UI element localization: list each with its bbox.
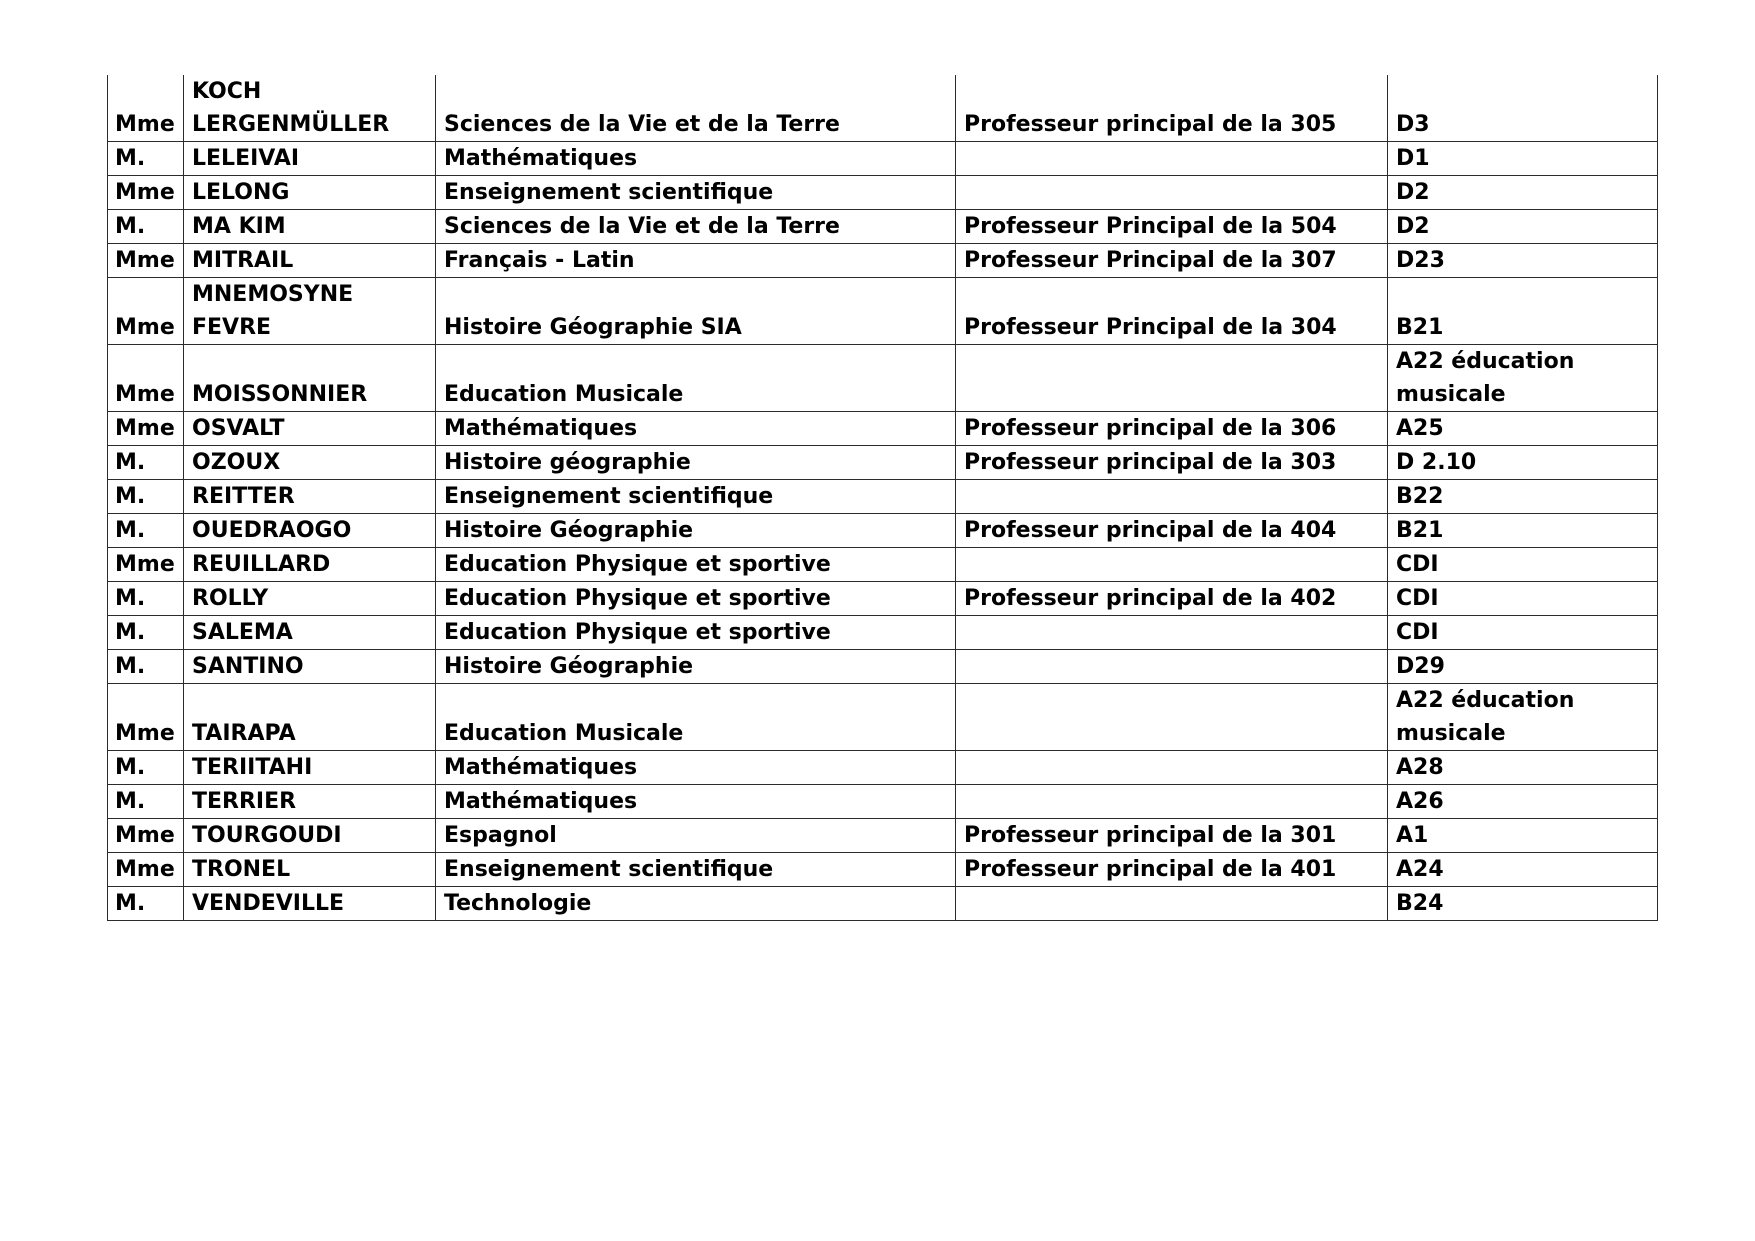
room-cell-line: D2 xyxy=(1396,180,1430,205)
table-row xyxy=(108,548,1658,582)
room-cell xyxy=(1388,176,1658,210)
role-cell: Professeur principal de la 305 xyxy=(956,75,1388,142)
teacher-name-cell-line: REITTER xyxy=(192,484,295,509)
subject-cell: Histoire Géographie xyxy=(436,514,956,548)
room-cell-line: CDI xyxy=(1396,620,1439,645)
room-cell-line: B22 xyxy=(1396,484,1444,509)
subject-cell: Enseignement scientifique xyxy=(436,480,956,514)
room-cell xyxy=(1388,887,1658,921)
teacher-name-cell-line: KOCH xyxy=(192,79,262,104)
room-cell-line: B24 xyxy=(1396,891,1444,916)
teacher-name-cell-line: ROLLY xyxy=(192,586,269,611)
teacher-name-cell xyxy=(184,751,436,785)
subject-cell: Enseignement scientifique xyxy=(436,176,956,210)
subject-cell: Histoire géographie xyxy=(436,446,956,480)
table-row xyxy=(108,616,1658,650)
civility-cell: Mme xyxy=(108,75,184,142)
subject-cell: Histoire Géographie xyxy=(436,650,956,684)
civility-cell: Mme xyxy=(108,684,184,751)
subject-cell: Espagnol xyxy=(436,819,956,853)
subject-cell: Education Physique et sportive xyxy=(436,548,956,582)
civility-cell: M. xyxy=(108,785,184,819)
room-cell-line: CDI xyxy=(1396,552,1439,577)
room-cell xyxy=(1388,582,1658,616)
role-cell xyxy=(956,480,1388,514)
teacher-name-cell xyxy=(184,75,436,142)
teacher-name-cell-line: LELEIVAI xyxy=(192,146,300,171)
role-cell xyxy=(956,887,1388,921)
room-cell xyxy=(1388,785,1658,819)
subject-cell: Enseignement scientifique xyxy=(436,853,956,887)
teacher-name-cell-line: VENDEVILLE xyxy=(192,891,345,916)
room-cell-line: D3 xyxy=(1396,112,1430,137)
teacher-name-cell-line: TRONEL xyxy=(192,857,291,882)
room-cell-line: A22 éducation xyxy=(1396,688,1575,713)
table-row xyxy=(108,582,1658,616)
civility-cell: Mme xyxy=(108,412,184,446)
teacher-name-cell xyxy=(184,210,436,244)
teacher-name-cell-line: TAIRAPA xyxy=(192,721,296,746)
subject-cell: Mathématiques xyxy=(436,142,956,176)
subject-cell: Mathématiques xyxy=(436,751,956,785)
room-cell-line: D23 xyxy=(1396,248,1445,273)
teacher-name-cell-line: MITRAIL xyxy=(192,248,294,273)
civility-cell: M. xyxy=(108,650,184,684)
teacher-name-cell-line: MOISSONNIER xyxy=(192,382,368,407)
civility-cell: M. xyxy=(108,887,184,921)
teacher-name-cell-line: OSVALT xyxy=(192,416,285,441)
table-row xyxy=(108,210,1658,244)
civility-cell: M. xyxy=(108,582,184,616)
teacher-name-cell-line: MA KIM xyxy=(192,214,286,239)
teacher-name-cell xyxy=(184,345,436,412)
teacher-name-cell xyxy=(184,819,436,853)
civility-cell: Mme xyxy=(108,244,184,278)
room-cell-line: A22 éducation xyxy=(1396,349,1575,374)
subject-cell: Sciences de la Vie et de la Terre xyxy=(436,210,956,244)
role-cell xyxy=(956,345,1388,412)
teacher-name-cell-line: LERGENMÜLLER xyxy=(192,112,390,137)
table-row xyxy=(108,819,1658,853)
room-cell xyxy=(1388,446,1658,480)
role-cell: Professeur principal de la 301 xyxy=(956,819,1388,853)
civility-cell: Mme xyxy=(108,345,184,412)
teacher-name-cell xyxy=(184,278,436,345)
role-cell xyxy=(956,684,1388,751)
room-cell-line: D1 xyxy=(1396,146,1430,171)
table-row xyxy=(108,446,1658,480)
room-cell xyxy=(1388,345,1658,412)
subject-cell: Mathématiques xyxy=(436,785,956,819)
subject-cell: Education Musicale xyxy=(436,684,956,751)
table-row xyxy=(108,244,1658,278)
role-cell xyxy=(956,650,1388,684)
role-cell: Professeur Principal de la 304 xyxy=(956,278,1388,345)
role-cell xyxy=(956,142,1388,176)
room-cell xyxy=(1388,75,1658,142)
civility-cell: Mme xyxy=(108,278,184,345)
role-cell: Professeur principal de la 401 xyxy=(956,853,1388,887)
table-row xyxy=(108,176,1658,210)
teacher-name-cell-line: FEVRE xyxy=(192,315,272,340)
table-row xyxy=(108,514,1658,548)
subject-cell: Sciences de la Vie et de la Terre xyxy=(436,75,956,142)
room-cell xyxy=(1388,412,1658,446)
room-cell xyxy=(1388,514,1658,548)
role-cell xyxy=(956,751,1388,785)
civility-cell: M. xyxy=(108,514,184,548)
room-cell xyxy=(1388,210,1658,244)
teacher-name-cell xyxy=(184,244,436,278)
teacher-name-cell xyxy=(184,548,436,582)
teacher-name-cell xyxy=(184,480,436,514)
table-row xyxy=(108,480,1658,514)
teacher-name-cell-line: TERRIER xyxy=(192,789,297,814)
room-cell-line: musicale xyxy=(1396,721,1506,746)
table-row xyxy=(108,412,1658,446)
civility-cell: Mme xyxy=(108,176,184,210)
civility-cell: Mme xyxy=(108,853,184,887)
teacher-name-cell xyxy=(184,684,436,751)
teacher-name-cell xyxy=(184,142,436,176)
teacher-name-cell xyxy=(184,616,436,650)
subject-cell: Education Physique et sportive xyxy=(436,616,956,650)
room-cell-line: musicale xyxy=(1396,382,1506,407)
room-cell-line: B21 xyxy=(1396,518,1444,543)
room-cell xyxy=(1388,244,1658,278)
teacher-name-cell-line: OZOUX xyxy=(192,450,281,475)
room-cell-line: D2 xyxy=(1396,214,1430,239)
room-cell-line: A26 xyxy=(1396,789,1444,814)
civility-cell: M. xyxy=(108,446,184,480)
teacher-name-cell xyxy=(184,446,436,480)
room-cell-line: CDI xyxy=(1396,586,1439,611)
table-row xyxy=(108,751,1658,785)
role-cell: Professeur Principal de la 307 xyxy=(956,244,1388,278)
table-row xyxy=(108,785,1658,819)
table-row xyxy=(108,345,1658,412)
subject-cell: Technologie xyxy=(436,887,956,921)
table-row xyxy=(108,650,1658,684)
teacher-name-cell xyxy=(184,412,436,446)
civility-cell: M. xyxy=(108,142,184,176)
room-cell xyxy=(1388,853,1658,887)
subject-cell: Français - Latin xyxy=(436,244,956,278)
table-row xyxy=(108,75,1658,142)
room-cell xyxy=(1388,819,1658,853)
role-cell: Professeur principal de la 402 xyxy=(956,582,1388,616)
teacher-name-cell-line: OUEDRAOGO xyxy=(192,518,352,543)
role-cell: Professeur principal de la 404 xyxy=(956,514,1388,548)
room-cell xyxy=(1388,616,1658,650)
teacher-name-cell-line: TOURGOUDI xyxy=(192,823,342,848)
room-cell xyxy=(1388,278,1658,345)
room-cell-line: A24 xyxy=(1396,857,1444,882)
room-cell-line: D29 xyxy=(1396,654,1445,679)
table-row xyxy=(108,887,1658,921)
civility-cell: M. xyxy=(108,210,184,244)
teacher-name-cell-line: LELONG xyxy=(192,180,290,205)
room-cell-line: A25 xyxy=(1396,416,1444,441)
subject-cell: Mathématiques xyxy=(436,412,956,446)
role-cell: Professeur Principal de la 504 xyxy=(956,210,1388,244)
subject-cell: Histoire Géographie SIA xyxy=(436,278,956,345)
teacher-name-cell xyxy=(184,785,436,819)
role-cell xyxy=(956,616,1388,650)
civility-cell: M. xyxy=(108,616,184,650)
table-row xyxy=(108,278,1658,345)
subject-cell: Education Musicale xyxy=(436,345,956,412)
teacher-name-cell xyxy=(184,650,436,684)
civility-cell: M. xyxy=(108,480,184,514)
role-cell: Professeur principal de la 306 xyxy=(956,412,1388,446)
room-cell-line: D 2.10 xyxy=(1396,450,1477,475)
staff-table-body xyxy=(108,75,1658,921)
table-row xyxy=(108,684,1658,751)
room-cell-line: A28 xyxy=(1396,755,1444,780)
room-cell-line: B21 xyxy=(1396,315,1444,340)
table-row xyxy=(108,853,1658,887)
room-cell xyxy=(1388,650,1658,684)
room-cell xyxy=(1388,548,1658,582)
teacher-name-cell xyxy=(184,582,436,616)
teacher-name-cell-line: MNEMOSYNE xyxy=(192,282,354,307)
teacher-name-cell xyxy=(184,514,436,548)
teacher-name-cell-line: REUILLARD xyxy=(192,552,331,577)
civility-cell: Mme xyxy=(108,819,184,853)
civility-cell: M. xyxy=(108,751,184,785)
role-cell xyxy=(956,176,1388,210)
subject-cell: Education Physique et sportive xyxy=(436,582,956,616)
teacher-name-cell xyxy=(184,176,436,210)
room-cell xyxy=(1388,684,1658,751)
role-cell xyxy=(956,785,1388,819)
civility-cell: Mme xyxy=(108,548,184,582)
teacher-name-cell-line: SALEMA xyxy=(192,620,293,645)
room-cell xyxy=(1388,142,1658,176)
room-cell xyxy=(1388,480,1658,514)
teacher-name-cell-line: SANTINO xyxy=(192,654,304,679)
role-cell: Professeur principal de la 303 xyxy=(956,446,1388,480)
room-cell xyxy=(1388,751,1658,785)
teacher-name-cell xyxy=(184,887,436,921)
teacher-name-cell xyxy=(184,853,436,887)
room-cell-line: A1 xyxy=(1396,823,1429,848)
role-cell xyxy=(956,548,1388,582)
teacher-name-cell-line: TERIITAHI xyxy=(192,755,313,780)
table-row xyxy=(108,142,1658,176)
staff-table xyxy=(107,75,1658,921)
